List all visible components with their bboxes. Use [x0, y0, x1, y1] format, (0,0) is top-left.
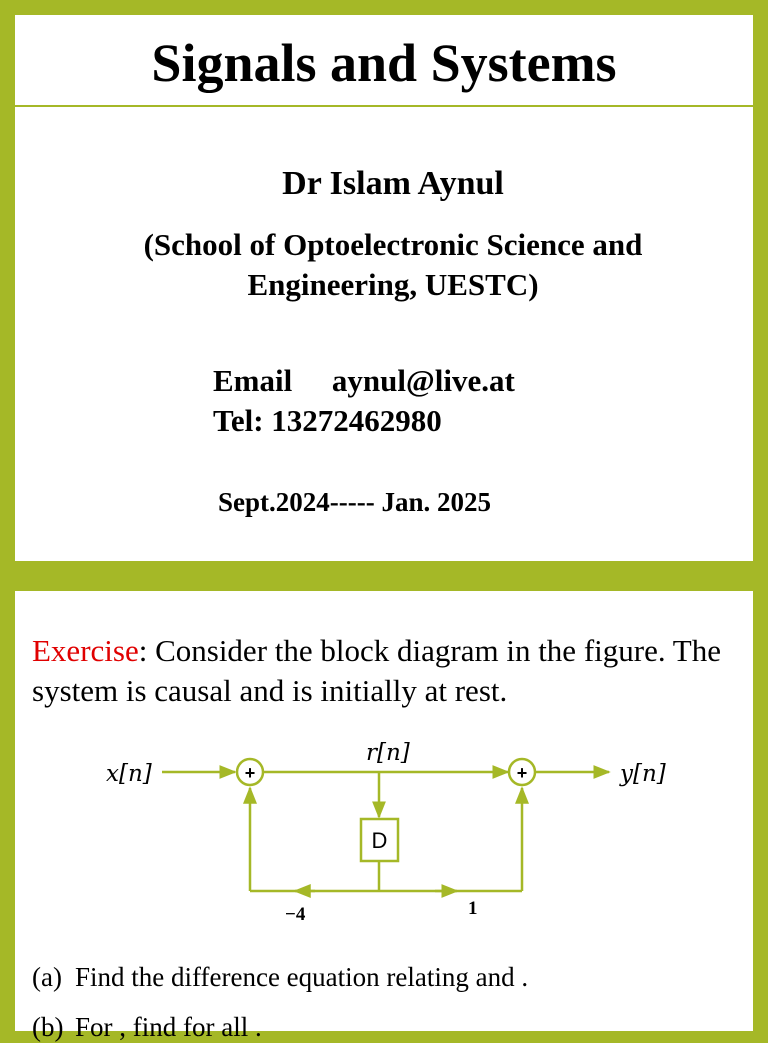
exercise-text: : Consider the block diagram in the figure. The system is causal and is initially at rest.	[32, 633, 721, 708]
author-name: Dr Islam Aynul	[282, 165, 504, 202]
email-line: Email aynul@live.at	[213, 363, 483, 398]
item-text: For , find for all .	[75, 1012, 262, 1042]
exercise-slide	[15, 591, 753, 1042]
affiliation: (School of Optoelectronic Science and Engineering, UESTC)	[143, 227, 643, 302]
item-label: (a)	[32, 962, 62, 992]
delay-label: D	[371, 828, 388, 853]
title-divider	[15, 105, 753, 107]
course-dates: Sept.2024----- Jan. 2025	[218, 487, 491, 517]
adder-1-symbol: +	[244, 763, 256, 783]
tel-line: Tel: 13272462980	[213, 403, 442, 438]
block-diagram	[15, 731, 753, 931]
item-label: (b)	[32, 1012, 64, 1042]
exercise-keyword: Exercise	[32, 633, 139, 668]
output-label: y[n]	[620, 761, 666, 787]
item-text: Find the difference equation relating and .	[75, 962, 529, 992]
title-slide	[15, 15, 753, 561]
adder-2-symbol: +	[516, 763, 528, 783]
list-item	[32, 961, 528, 993]
intermediate-label: r[n]	[366, 740, 410, 766]
list-item	[32, 1011, 262, 1043]
input-label: x[n]	[106, 761, 152, 787]
slide-title: Signals and Systems	[151, 33, 617, 93]
contact-block	[213, 361, 515, 441]
feedforward-gain: 1	[468, 898, 478, 919]
exercise-statement	[32, 631, 732, 711]
feedback-gain: −4	[285, 904, 306, 925]
